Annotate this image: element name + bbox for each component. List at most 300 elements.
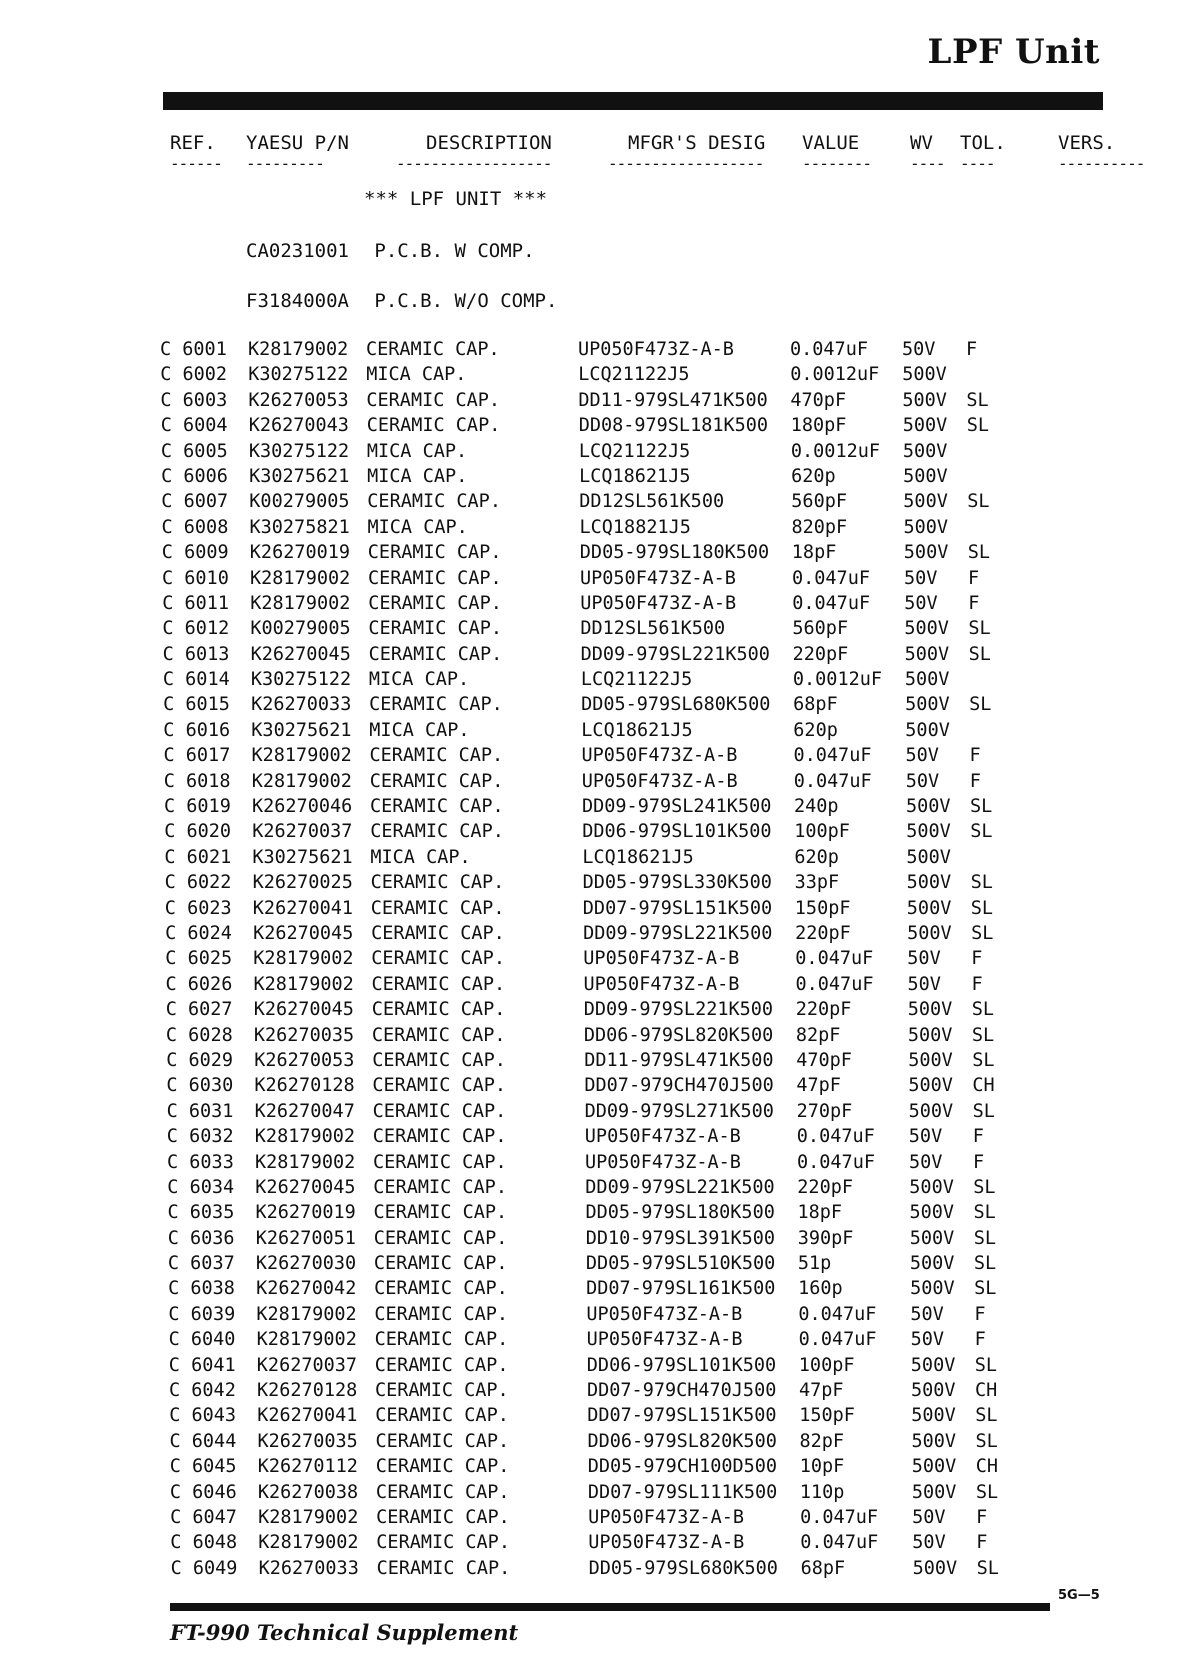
cell-pn: K26270045: [255, 1176, 356, 1198]
cell-value: 68pF: [793, 694, 838, 716]
cell-desc: CERAMIC CAP.: [371, 1024, 506, 1046]
cell-wv: 500V: [910, 1354, 956, 1376]
cell-tol: SL: [976, 1557, 999, 1579]
cell-ref: C 6028: [165, 1024, 233, 1046]
cell-tol: SL: [973, 1227, 996, 1249]
table-row: [168, 1251, 1060, 1276]
cell-mfgr: DD06-979SL820K500: [583, 1024, 774, 1046]
table-row: [164, 845, 1060, 870]
cell-mfgr: LCQ21122J5: [578, 364, 690, 386]
cell-wv: 50V: [908, 1126, 943, 1148]
cell-ref: C 6023: [164, 897, 232, 919]
table-row: [161, 464, 1060, 489]
cell-tol: F: [976, 1506, 988, 1528]
cell-value: 820pF: [791, 516, 848, 538]
table-row: [167, 1124, 1060, 1149]
cell-wv: 500V: [906, 897, 952, 919]
cell-ref: C 6021: [164, 846, 232, 868]
cell-mfgr: DD11-979SL471K500: [578, 389, 768, 411]
cell-pn: K26270035: [253, 1024, 355, 1046]
cell-mfgr: DD12SL561K500: [580, 618, 726, 640]
cell-pn: K26270033: [258, 1557, 359, 1579]
cell-tol: SL: [975, 1481, 999, 1503]
cell-desc: CERAMIC CAP.: [374, 1329, 509, 1351]
cell-mfgr: UP050F473Z-A-B: [585, 1151, 741, 1173]
cell-value: 150pF: [794, 897, 851, 919]
cell-tol: SL: [975, 1430, 998, 1452]
cell-ref: C 6033: [167, 1151, 234, 1173]
table-row: [161, 439, 1060, 464]
table-row: [163, 667, 1060, 692]
cell-mfgr: LCQ18621J5: [579, 465, 691, 487]
cell-tol: SL: [969, 694, 992, 716]
cell-pn: K28179002: [254, 1126, 356, 1148]
cell-pn: K28179002: [253, 948, 354, 970]
cell-pn: K26270038: [257, 1481, 359, 1503]
cell-mfgr: DD05-979SL180K500: [579, 542, 770, 564]
cell-ref: C 6046: [169, 1481, 237, 1503]
cell-wv: 500V: [902, 389, 947, 411]
cell-desc: CERAMIC CAP.: [376, 1532, 510, 1554]
cell-value: 620p: [794, 846, 839, 868]
cell-value: 0.047uF: [795, 948, 874, 970]
cell-wv: 500V: [908, 1049, 953, 1071]
cell-mfgr: UP050F473Z-A-B: [580, 592, 737, 614]
column-header-ref-underline: ------: [170, 154, 222, 173]
cell-desc: CERAMIC CAP.: [367, 491, 501, 513]
cell-wv: 500V: [903, 516, 949, 538]
cell-value: 0.047uF: [795, 973, 874, 995]
table-row: [160, 337, 1060, 362]
cell-desc: MICA CAP.: [369, 719, 470, 741]
cell-mfgr: DD07-979CH470J500: [584, 1075, 774, 1097]
cell-desc: MICA CAP.: [367, 516, 468, 538]
cell-tol: F: [976, 1532, 988, 1554]
table-row: [170, 1454, 1060, 1479]
cell-ref: C 6001: [160, 339, 227, 360]
column-header-ref-label: REF.: [170, 132, 216, 154]
cell-pn: K00279005: [249, 491, 350, 513]
cell-pn: K26270046: [252, 796, 353, 818]
cell-desc: CERAMIC CAP.: [366, 415, 501, 437]
table-row: [162, 540, 1060, 565]
cell-desc: CERAMIC CAP.: [375, 1405, 509, 1427]
cell-pn: K28179002: [256, 1303, 357, 1325]
cell-mfgr: UP050F473Z-A-B: [584, 1126, 741, 1148]
cell-wv: 500V: [907, 1024, 953, 1046]
cell-value: 390pF: [797, 1227, 854, 1249]
cell-ref: C 6036: [167, 1227, 235, 1249]
cell-desc: CERAMIC CAP.: [375, 1430, 510, 1452]
table-row: [170, 1429, 1061, 1454]
table-row: [166, 997, 1060, 1022]
cell-wv: 500V: [903, 465, 948, 487]
cell-pn: K26270037: [256, 1354, 358, 1376]
cell-pn: K28179002: [251, 745, 352, 767]
column-header-description: [396, 132, 552, 173]
cell-ref: C 6005: [160, 440, 228, 462]
cell-desc: CERAMIC CAP.: [370, 821, 504, 843]
table-row: [165, 921, 1060, 946]
cell-mfgr: DD05-979SL680K500: [581, 694, 771, 716]
cell-mfgr: DD06-979SL101K500: [586, 1354, 777, 1376]
cell-value: 18pF: [797, 1202, 843, 1224]
cell-value: 470pF: [796, 1049, 852, 1071]
cell-value: 270pF: [796, 1100, 853, 1122]
unit-title: *** LPF UNIT ***: [364, 188, 548, 210]
cell-mfgr: LCQ21122J5: [578, 440, 691, 462]
table-row: [163, 642, 1060, 667]
cell-wv: 500V: [906, 796, 951, 818]
cell-desc: CERAMIC CAP.: [368, 618, 503, 640]
cell-ref: C 6040: [168, 1329, 236, 1351]
table-row: [166, 1023, 1060, 1048]
cell-ref: C 6038: [168, 1278, 235, 1300]
cell-ref: C 6014: [162, 669, 230, 691]
cell-desc: CERAMIC CAP.: [369, 745, 504, 767]
cell-ref: C 6003: [160, 389, 228, 411]
column-header-mfgr-underline: ------------------: [608, 154, 764, 173]
cell-pn: K26270045: [250, 643, 351, 665]
cell-pn: K28179002: [255, 1151, 356, 1173]
cell-desc: MICA CAP.: [367, 465, 468, 487]
cell-tol: SL: [971, 1024, 995, 1046]
cell-value: 220pF: [795, 922, 851, 944]
cell-tol: F: [974, 1303, 986, 1325]
pcb-without-components-desc: P.C.B. W/O COMP.: [374, 290, 558, 312]
cell-wv: 500V: [902, 415, 948, 437]
table-row: [170, 1505, 1060, 1530]
table-row: [169, 1403, 1060, 1428]
column-header-tol-label: TOL.: [960, 132, 1006, 154]
table-row: [166, 1048, 1060, 1073]
cell-ref: C 6010: [162, 567, 229, 589]
cell-wv: 50V: [907, 973, 941, 995]
cell-pn: K26270035: [257, 1430, 358, 1452]
cell-tol: SL: [973, 1253, 997, 1275]
cell-pn: K28179002: [248, 339, 349, 360]
cell-mfgr: DD09-979SL221K500: [585, 1176, 775, 1198]
cell-tol: SL: [973, 1202, 996, 1224]
cell-value: 33pF: [794, 872, 840, 894]
cell-mfgr: LCQ18821J5: [579, 516, 691, 538]
table-row: [171, 1556, 1060, 1581]
cell-tol: SL: [970, 872, 993, 894]
cell-ref: C 6034: [167, 1176, 235, 1198]
cell-wv: 500V: [911, 1380, 956, 1402]
table-row: [163, 692, 1060, 717]
cell-wv: 500V: [906, 846, 951, 868]
cell-desc: CERAMIC CAP.: [373, 1227, 508, 1249]
cell-ref: C 6047: [170, 1506, 237, 1528]
cell-value: 110p: [799, 1481, 845, 1503]
column-header-wv: [910, 132, 945, 173]
cell-ref: C 6013: [162, 643, 230, 665]
cell-wv: 50V: [905, 745, 939, 767]
cell-ref: C 6041: [168, 1354, 236, 1376]
cell-value: 620p: [791, 465, 836, 487]
cell-wv: 500V: [909, 1176, 954, 1198]
cell-wv: 50V: [912, 1532, 946, 1554]
cell-tol: SL: [967, 491, 990, 513]
table-row: [165, 896, 1060, 921]
cell-desc: CERAMIC CAP.: [371, 948, 505, 970]
cell-pn: K26270128: [254, 1075, 355, 1097]
table-row: [169, 1378, 1060, 1403]
pcb-with-components: [246, 240, 535, 262]
cell-value: 180pF: [790, 415, 847, 437]
cell-tol: CH: [975, 1456, 998, 1478]
cell-mfgr: UP050F473Z-A-B: [586, 1329, 743, 1351]
table-row: [163, 718, 1060, 743]
cell-ref: C 6042: [169, 1380, 236, 1402]
table-row: [166, 1073, 1060, 1098]
cell-ref: C 6031: [166, 1100, 234, 1122]
cell-mfgr: DD09-979SL271K500: [584, 1100, 774, 1122]
cell-value: 0.0012uF: [790, 440, 880, 462]
cell-value: 150pF: [799, 1405, 855, 1427]
pcb-without-components-pn: F3184000A: [246, 290, 349, 312]
cell-wv: 500V: [908, 1100, 954, 1122]
cell-mfgr: DD07-979SL151K500: [582, 897, 773, 919]
cell-desc: CERAMIC CAP.: [375, 1380, 509, 1402]
table-row: [167, 1150, 1060, 1175]
cell-tol: SL: [968, 618, 991, 640]
cell-tol: SL: [975, 1405, 998, 1427]
column-header-vers-underline: ----------: [1058, 154, 1145, 173]
cell-mfgr: LCQ21122J5: [580, 669, 693, 691]
cell-ref: C 6026: [165, 973, 233, 995]
cell-wv: 500V: [906, 872, 952, 894]
table-row: [160, 388, 1060, 413]
cell-pn: K26270053: [254, 1049, 355, 1071]
cell-pn: K26270128: [257, 1380, 358, 1402]
cell-ref: C 6045: [169, 1456, 237, 1478]
column-header-description-label: DESCRIPTION: [426, 132, 552, 154]
cell-mfgr: DD07-979SL161K500: [586, 1278, 776, 1300]
cell-tol: SL: [972, 1049, 995, 1071]
cell-value: 0.0012uF: [790, 364, 880, 386]
cell-mfgr: DD05-979SL180K500: [585, 1202, 775, 1224]
cell-ref: C 6009: [161, 542, 229, 564]
cell-tol: F: [971, 948, 983, 970]
cell-mfgr: LCQ18621J5: [582, 846, 694, 868]
cell-tol: F: [969, 745, 981, 767]
cell-desc: CERAMIC CAP.: [373, 1176, 507, 1198]
cell-ref: C 6002: [160, 364, 228, 386]
cell-wv: 500V: [908, 1075, 953, 1097]
cell-desc: CERAMIC CAP.: [371, 999, 506, 1021]
cell-wv: 500V: [911, 1430, 957, 1452]
cell-mfgr: DD09-979SL221K500: [583, 922, 773, 944]
cell-tol: SL: [966, 389, 989, 411]
cell-wv: 50V: [905, 770, 940, 792]
column-header-value: [802, 132, 872, 173]
cell-ref: C 6030: [166, 1075, 234, 1097]
column-header-tol: [960, 132, 1006, 173]
cell-pn: K28179002: [250, 567, 351, 589]
cell-pn: K26270047: [254, 1100, 355, 1122]
column-header-vers-label: VERS.: [1058, 132, 1116, 154]
cell-ref: C 6018: [163, 770, 231, 792]
cell-value: 0.047uF: [798, 1303, 877, 1325]
cell-mfgr: UP050F473Z-A-B: [583, 973, 740, 995]
cell-pn: K28179002: [256, 1329, 357, 1351]
cell-desc: CERAMIC CAP.: [372, 1049, 506, 1071]
cell-wv: 500V: [904, 643, 950, 665]
cell-desc: CERAMIC CAP.: [368, 643, 503, 665]
cell-ref: C 6025: [165, 948, 233, 970]
cell-tol: SL: [970, 796, 993, 818]
cell-desc: CERAMIC CAP.: [374, 1303, 509, 1325]
cell-tol: SL: [974, 1278, 997, 1300]
cell-value: 0.047uF: [793, 745, 872, 767]
cell-wv: 500V: [903, 491, 948, 513]
cell-desc: CERAMIC CAP.: [370, 897, 505, 919]
cell-mfgr: DD12SL561K500: [579, 491, 725, 513]
cell-wv: 50V: [910, 1303, 944, 1325]
cell-desc: CERAMIC CAP.: [370, 796, 504, 818]
cell-pn: K30275122: [250, 669, 352, 691]
cell-pn: K00279005: [250, 618, 351, 640]
cell-tol: SL: [966, 415, 989, 437]
cell-wv: 500V: [911, 1405, 956, 1427]
cell-mfgr: LCQ18621J5: [581, 719, 693, 741]
cell-ref: C 6048: [170, 1532, 238, 1554]
cell-wv: 500V: [902, 440, 948, 462]
cell-wv: 500V: [905, 719, 950, 741]
cell-wv: 500V: [909, 1253, 955, 1275]
parts-list: [160, 337, 1060, 1581]
table-row: [162, 566, 1060, 591]
cell-tol: SL: [973, 1176, 996, 1198]
cell-wv: 500V: [909, 1202, 955, 1224]
table-row: [167, 1099, 1060, 1124]
cell-mfgr: UP050F473Z-A-B: [583, 948, 740, 970]
cell-ref: C 6012: [162, 618, 230, 640]
cell-pn: K30275821: [249, 516, 350, 538]
table-row: [161, 413, 1060, 438]
table-row: [162, 591, 1060, 616]
cell-value: 0.047uF: [792, 567, 870, 589]
cell-desc: CERAMIC CAP.: [372, 1075, 507, 1097]
cell-tol: SL: [974, 1354, 998, 1376]
cell-ref: C 6024: [165, 922, 232, 944]
column-header-wv-label: WV: [910, 132, 933, 154]
cell-value: 560pF: [791, 491, 847, 513]
cell-ref: C 6011: [162, 592, 230, 614]
cell-tol: F: [974, 1329, 986, 1351]
cell-mfgr: UP050F473Z-A-B: [588, 1532, 745, 1554]
cell-mfgr: DD11-979SL471K500: [584, 1049, 774, 1071]
cell-mfgr: DD09-979SL241K500: [582, 796, 772, 818]
cell-desc: CERAMIC CAP.: [375, 1481, 510, 1503]
cell-pn: K28179002: [258, 1532, 359, 1554]
page-number: 5G—5: [1058, 1588, 1100, 1603]
cell-tol: F: [966, 339, 978, 360]
cell-value: 0.047uF: [790, 339, 868, 360]
cell-tol: SL: [971, 999, 994, 1021]
cell-tol: F: [968, 567, 980, 589]
cell-mfgr: DD06-979SL820K500: [587, 1430, 777, 1452]
cell-pn: K26270045: [253, 999, 354, 1021]
cell-value: 82pF: [795, 1024, 841, 1046]
table-row: [165, 946, 1060, 971]
cell-pn: K26270042: [256, 1278, 357, 1300]
table-row: [164, 819, 1060, 844]
cell-pn: K26270033: [251, 694, 352, 716]
cell-pn: K28179002: [250, 592, 351, 614]
cell-wv: 500V: [906, 821, 951, 843]
cell-ref: C 6044: [169, 1430, 237, 1452]
cell-pn: K26270041: [257, 1405, 358, 1427]
table-row: [160, 362, 1060, 387]
column-header-vers: [1058, 132, 1145, 173]
cell-value: 0.0012uF: [792, 669, 882, 691]
column-header-mfgr: [608, 132, 766, 173]
cell-pn: K30275122: [248, 364, 349, 386]
cell-value: 0.047uF: [800, 1532, 879, 1554]
cell-value: 0.047uF: [800, 1506, 879, 1528]
table-header: [0, 132, 1190, 180]
cell-pn: K26270043: [248, 415, 349, 437]
cell-mfgr: UP050F473Z-A-B: [578, 339, 734, 360]
cell-desc: CERAMIC CAP.: [374, 1278, 508, 1300]
cell-tol: SL: [971, 922, 994, 944]
cell-value: 560pF: [792, 618, 849, 640]
cell-pn: K26270053: [248, 389, 349, 411]
cell-tol: SL: [970, 897, 994, 919]
pcb-without-components: [246, 290, 557, 312]
cell-value: 0.047uF: [797, 1151, 875, 1173]
cell-mfgr: DD09-979SL221K500: [580, 643, 770, 665]
column-header-mfgr-label: MFGR'S DESIG: [628, 132, 766, 154]
column-header-ref: [170, 132, 222, 173]
cell-desc: MICA CAP.: [368, 669, 470, 691]
cell-ref: C 6016: [163, 719, 231, 741]
cell-wv: 50V: [904, 567, 938, 589]
cell-wv: 500V: [909, 1227, 955, 1249]
cell-value: 0.047uF: [796, 1126, 875, 1148]
top-rule: [163, 92, 1103, 110]
cell-ref: C 6019: [164, 796, 231, 818]
cell-tol: F: [971, 973, 983, 995]
bottom-rule: [170, 1603, 1050, 1611]
table-row: [164, 743, 1061, 768]
cell-mfgr: DD08-979SL181K500: [578, 415, 769, 437]
table-row: [168, 1302, 1060, 1327]
table-row: [162, 515, 1061, 540]
cell-pn: K26270037: [252, 821, 353, 843]
cell-desc: CERAMIC CAP.: [366, 339, 500, 360]
cell-mfgr: UP050F473Z-A-B: [581, 770, 738, 792]
cell-desc: CERAMIC CAP.: [369, 694, 503, 716]
page-title: LPF Unit: [927, 32, 1100, 72]
cell-pn: K28179002: [258, 1506, 359, 1528]
cell-tol: CH: [972, 1075, 995, 1097]
cell-wv: 500V: [905, 694, 950, 716]
table-row: [166, 972, 1061, 997]
cell-value: 620p: [793, 719, 838, 741]
cell-mfgr: DD07-979SL111K500: [587, 1481, 778, 1503]
cell-pn: K26270025: [252, 872, 353, 894]
cell-desc: CERAMIC CAP.: [372, 1100, 507, 1122]
cell-wv: 50V: [902, 339, 936, 360]
column-header-value-label: VALUE: [802, 132, 860, 154]
cell-mfgr: DD05-979SL680K500: [588, 1557, 778, 1579]
cell-desc: CERAMIC CAP.: [373, 1202, 508, 1224]
table-row: [165, 870, 1060, 895]
